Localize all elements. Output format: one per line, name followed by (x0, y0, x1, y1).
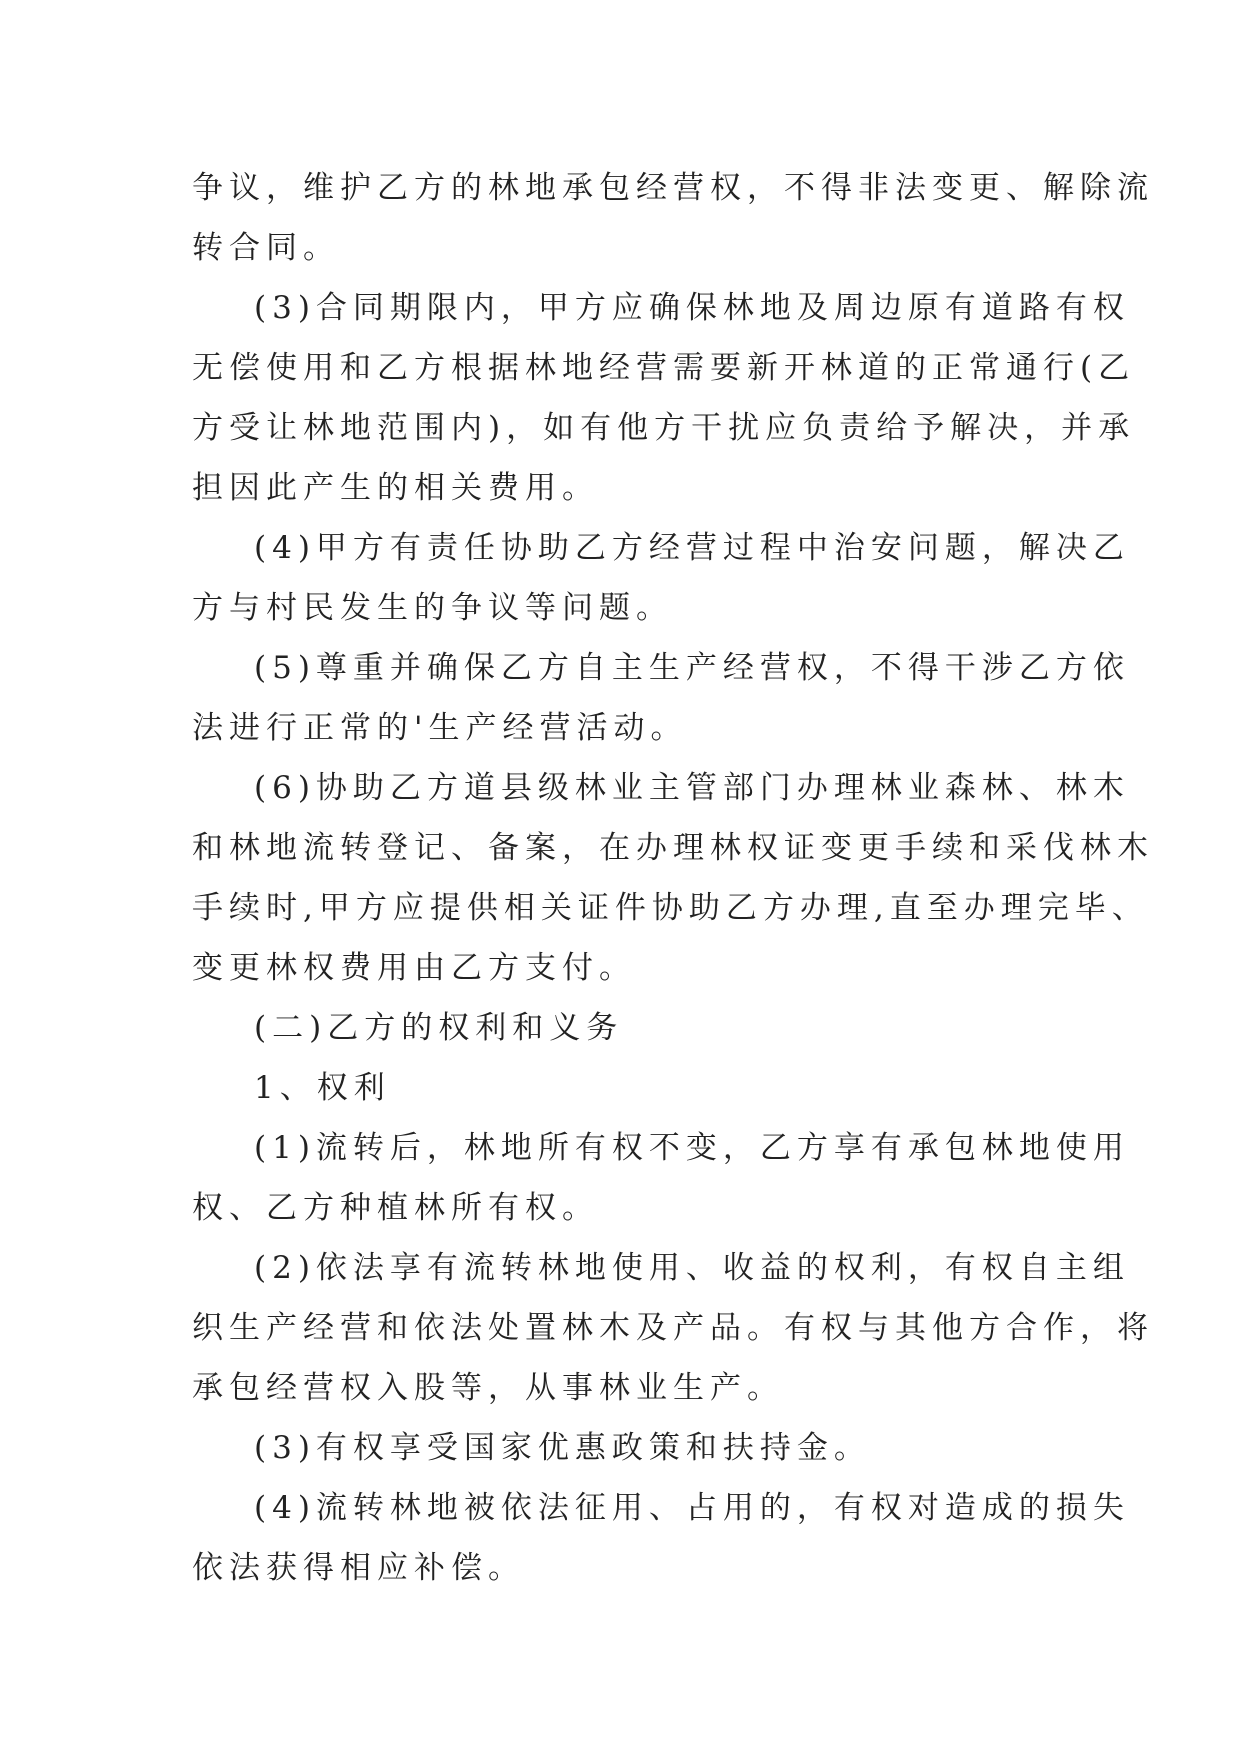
paragraph-item-6-registration (192, 758, 1154, 998)
paragraph-item-4-security (192, 518, 1130, 638)
text-line: 依法获得相应补偿。 (192, 1550, 525, 1586)
text-line: 手续时,甲方应提供相关证件协助乙方办理,直至办理完毕、 (192, 890, 1149, 926)
text-line: (1)流转后，林地所有权不变，乙方享有承包林地使用 (254, 1130, 1130, 1166)
text-line: (4)流转林地被依法征用、占用的，有权对造成的损失 (254, 1490, 1130, 1526)
text-line: 法进行正常的'生产经营活动。 (192, 710, 688, 746)
text-line: 无偿使用和乙方根据林地经营需要新开林道的正常通行(乙 (192, 350, 1136, 386)
text-line: 变更林权费用由乙方支付。 (192, 950, 636, 986)
subheading-rights (192, 1058, 1052, 1118)
text-line: (3)合同期限内，甲方应确保林地及周边原有道路有权 (254, 290, 1130, 326)
text-line: (二)乙方的权利和义务 (254, 1010, 624, 1046)
text-line: 担因此产生的相关费用。 (192, 470, 599, 506)
text-line: 和林地流转登记、备案，在办理林权证变更手续和采伐林木 (192, 830, 1154, 866)
text-line: 承包经营权入股等，从事林业生产。 (192, 1370, 784, 1406)
text-line: 方受让林地范围内)，如有他方干扰应负责给予解决，并承 (192, 410, 1136, 446)
text-line: 织生产经营和依法处置林木及产品。有权与其他方合作，将 (192, 1310, 1154, 1346)
text-line: (3)有权享受国家优惠政策和扶持金。 (254, 1430, 871, 1466)
paragraph-dispute-continuation (192, 158, 1154, 278)
text-line: 转合同。 (192, 230, 340, 266)
document-body (192, 158, 1154, 1598)
text-line: (4)甲方有责任协助乙方经营过程中治安问题，解决乙 (254, 530, 1130, 566)
paragraph-right-3-subsidy (192, 1418, 1052, 1478)
paragraph-right-2-usage (192, 1238, 1154, 1418)
paragraph-item-3-road-access (192, 278, 1136, 518)
text-line: (5)尊重并确保乙方自主生产经营权，不得干涉乙方依 (254, 650, 1130, 686)
text-line: 争议，维护乙方的林地承包经营权，不得非法变更、解除流 (192, 170, 1154, 206)
paragraph-right-4-compensation (192, 1478, 1130, 1598)
section-heading-party-b-rights (192, 998, 1052, 1058)
text-line: (2)依法享有流转林地使用、收益的权利，有权自主组 (254, 1250, 1130, 1286)
text-line: 1、权利 (254, 1070, 391, 1106)
paragraph-right-1-ownership (192, 1118, 1130, 1238)
text-line: 权、乙方种植林所有权。 (192, 1190, 599, 1226)
text-line: 方与村民发生的争议等问题。 (192, 590, 673, 626)
paragraph-item-5-autonomy (192, 638, 1130, 758)
text-line: (6)协助乙方道县级林业主管部门办理林业森林、林木 (254, 770, 1130, 806)
